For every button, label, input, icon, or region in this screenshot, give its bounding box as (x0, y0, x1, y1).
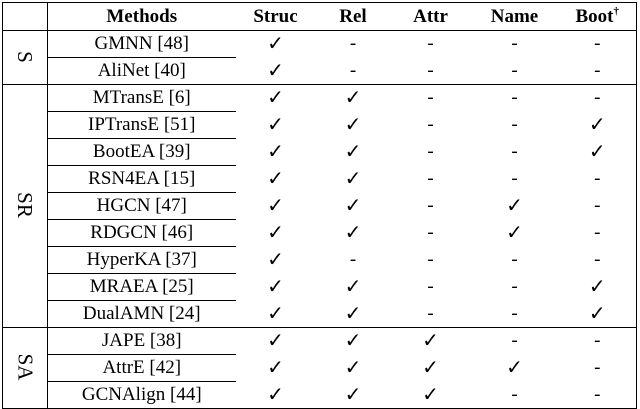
method-name-cell: GMNN [48] (48, 31, 236, 58)
struc-cell: ✓ (236, 85, 316, 112)
name-cell: - (511, 276, 518, 297)
rel-cell: ✓ (344, 141, 362, 163)
group-header (3, 3, 48, 31)
struc-cell: ✓ (236, 31, 316, 58)
boot-header-label: Boot (575, 5, 614, 27)
name-cell: - (471, 382, 559, 409)
name-cell: - (511, 141, 518, 162)
name-cell: - (471, 328, 559, 355)
attr-cell: - (427, 222, 434, 243)
boot-cell: - (559, 58, 637, 85)
attr-cell: - (391, 31, 471, 58)
struc-cell: ✓ (236, 382, 316, 409)
boot-cell: - (559, 193, 637, 220)
table-row (3, 274, 637, 301)
boot-cell: ✓ (559, 274, 637, 301)
rel-cell: ✓ (344, 222, 362, 244)
rel-cell: - (316, 58, 391, 85)
boot-cell: ✓ (559, 112, 637, 139)
struc-cell: ✓ (236, 301, 316, 328)
struc-cell: ✓ (267, 357, 284, 379)
struc-cell: ✓ (267, 141, 284, 163)
boot-cell: ✓ (559, 301, 637, 328)
attr-cell: - (391, 301, 471, 328)
struc-header: Struc (236, 3, 316, 31)
table-row (3, 382, 637, 409)
table-row (3, 220, 637, 247)
struc-cell: ✓ (267, 222, 284, 244)
rel-cell: - (349, 249, 357, 270)
attr-cell: - (427, 168, 434, 189)
rel-cell: ✓ (344, 357, 362, 379)
table-row (3, 139, 637, 166)
rel-cell: ✓ (316, 85, 391, 112)
name-cell: - (471, 31, 559, 58)
table-row (3, 58, 637, 85)
rel-cell: ✓ (316, 301, 391, 328)
name-cell: - (511, 168, 518, 189)
method-name-cell: AliNet [40] (48, 58, 236, 85)
attr-cell: - (427, 114, 434, 135)
struc-cell: ✓ (267, 276, 284, 298)
struc-cell: ✓ (267, 114, 284, 136)
boot-cell: - (559, 166, 637, 193)
rel-cell: ✓ (344, 114, 362, 136)
method-name-cell: DualAMN [24] (48, 301, 236, 328)
methods-header: Methods (48, 3, 236, 31)
method-name-cell: GCNAlign [44] (48, 382, 236, 409)
rel-cell: ✓ (316, 328, 391, 355)
table-row (3, 193, 637, 220)
method-name-cell: HyperKA [37] (48, 247, 236, 274)
attr-cell: ✓ (422, 357, 439, 379)
name-cell: - (471, 58, 559, 85)
boot-cell: - (559, 220, 637, 247)
methods-comparison-table (2, 2, 637, 409)
group-label: S (13, 50, 37, 63)
name-cell: - (471, 301, 559, 328)
attr-cell: - (427, 276, 434, 297)
attr-cell: ✓ (391, 382, 471, 409)
boot-header (559, 3, 637, 31)
method-name-cell: IPTransE [51] (48, 112, 236, 139)
attr-cell: - (391, 58, 471, 85)
attr-cell: ✓ (391, 328, 471, 355)
table-row (3, 166, 637, 193)
struc-cell: ✓ (236, 328, 316, 355)
table-row (3, 328, 637, 355)
struc-cell: ✓ (267, 249, 284, 271)
boot-cell: - (559, 355, 637, 382)
header-row (3, 3, 637, 31)
name-cell: ✓ (506, 357, 523, 379)
group-cell (3, 31, 48, 85)
name-header: Name (471, 3, 559, 31)
method-name-cell: RDGCN [46] (48, 220, 236, 247)
rel-cell: ✓ (344, 276, 362, 298)
table-row (3, 85, 637, 112)
rel-header: Rel (316, 3, 391, 31)
boot-cell: - (559, 85, 637, 112)
rel-cell: ✓ (316, 382, 391, 409)
method-name-cell: MRAEA [25] (48, 274, 236, 301)
boot-cell: - (559, 247, 637, 274)
name-cell: ✓ (506, 222, 523, 244)
attr-cell: - (427, 249, 434, 270)
table-row (3, 355, 637, 382)
rel-cell: ✓ (344, 168, 362, 190)
attr-cell: - (427, 141, 434, 162)
table-body (3, 31, 637, 409)
name-cell: ✓ (506, 195, 523, 217)
boot-cell: - (559, 382, 637, 409)
method-name-cell: MTransE [6] (48, 85, 236, 112)
attr-cell: - (391, 85, 471, 112)
table-row (3, 31, 637, 58)
struc-cell: ✓ (267, 195, 284, 217)
struc-cell: ✓ (236, 58, 316, 85)
struc-cell: ✓ (267, 168, 284, 190)
method-name-cell: HGCN [47] (48, 193, 236, 220)
method-name-cell: AttrE [42] (48, 355, 236, 382)
attr-header: Attr (391, 3, 471, 31)
boot-dagger-mark: † (613, 5, 619, 18)
boot-cell: ✓ (559, 139, 637, 166)
table-row (3, 247, 637, 274)
name-cell: - (511, 249, 518, 270)
group-label: SA (12, 353, 37, 381)
boot-cell: - (559, 328, 637, 355)
method-name-cell: JAPE [38] (48, 328, 236, 355)
table-row (3, 112, 637, 139)
group-cell (3, 328, 48, 409)
boot-cell: - (559, 31, 637, 58)
attr-cell: - (427, 195, 434, 216)
group-cell (3, 85, 48, 328)
group-label: SR (13, 192, 37, 218)
rel-cell: ✓ (344, 195, 362, 217)
table-row (3, 301, 637, 328)
name-cell: - (471, 85, 559, 112)
method-name-cell: BootEA [39] (48, 139, 236, 166)
name-cell: - (511, 114, 518, 135)
method-name-cell: RSN4EA [15] (48, 166, 236, 193)
rel-cell: - (316, 31, 391, 58)
